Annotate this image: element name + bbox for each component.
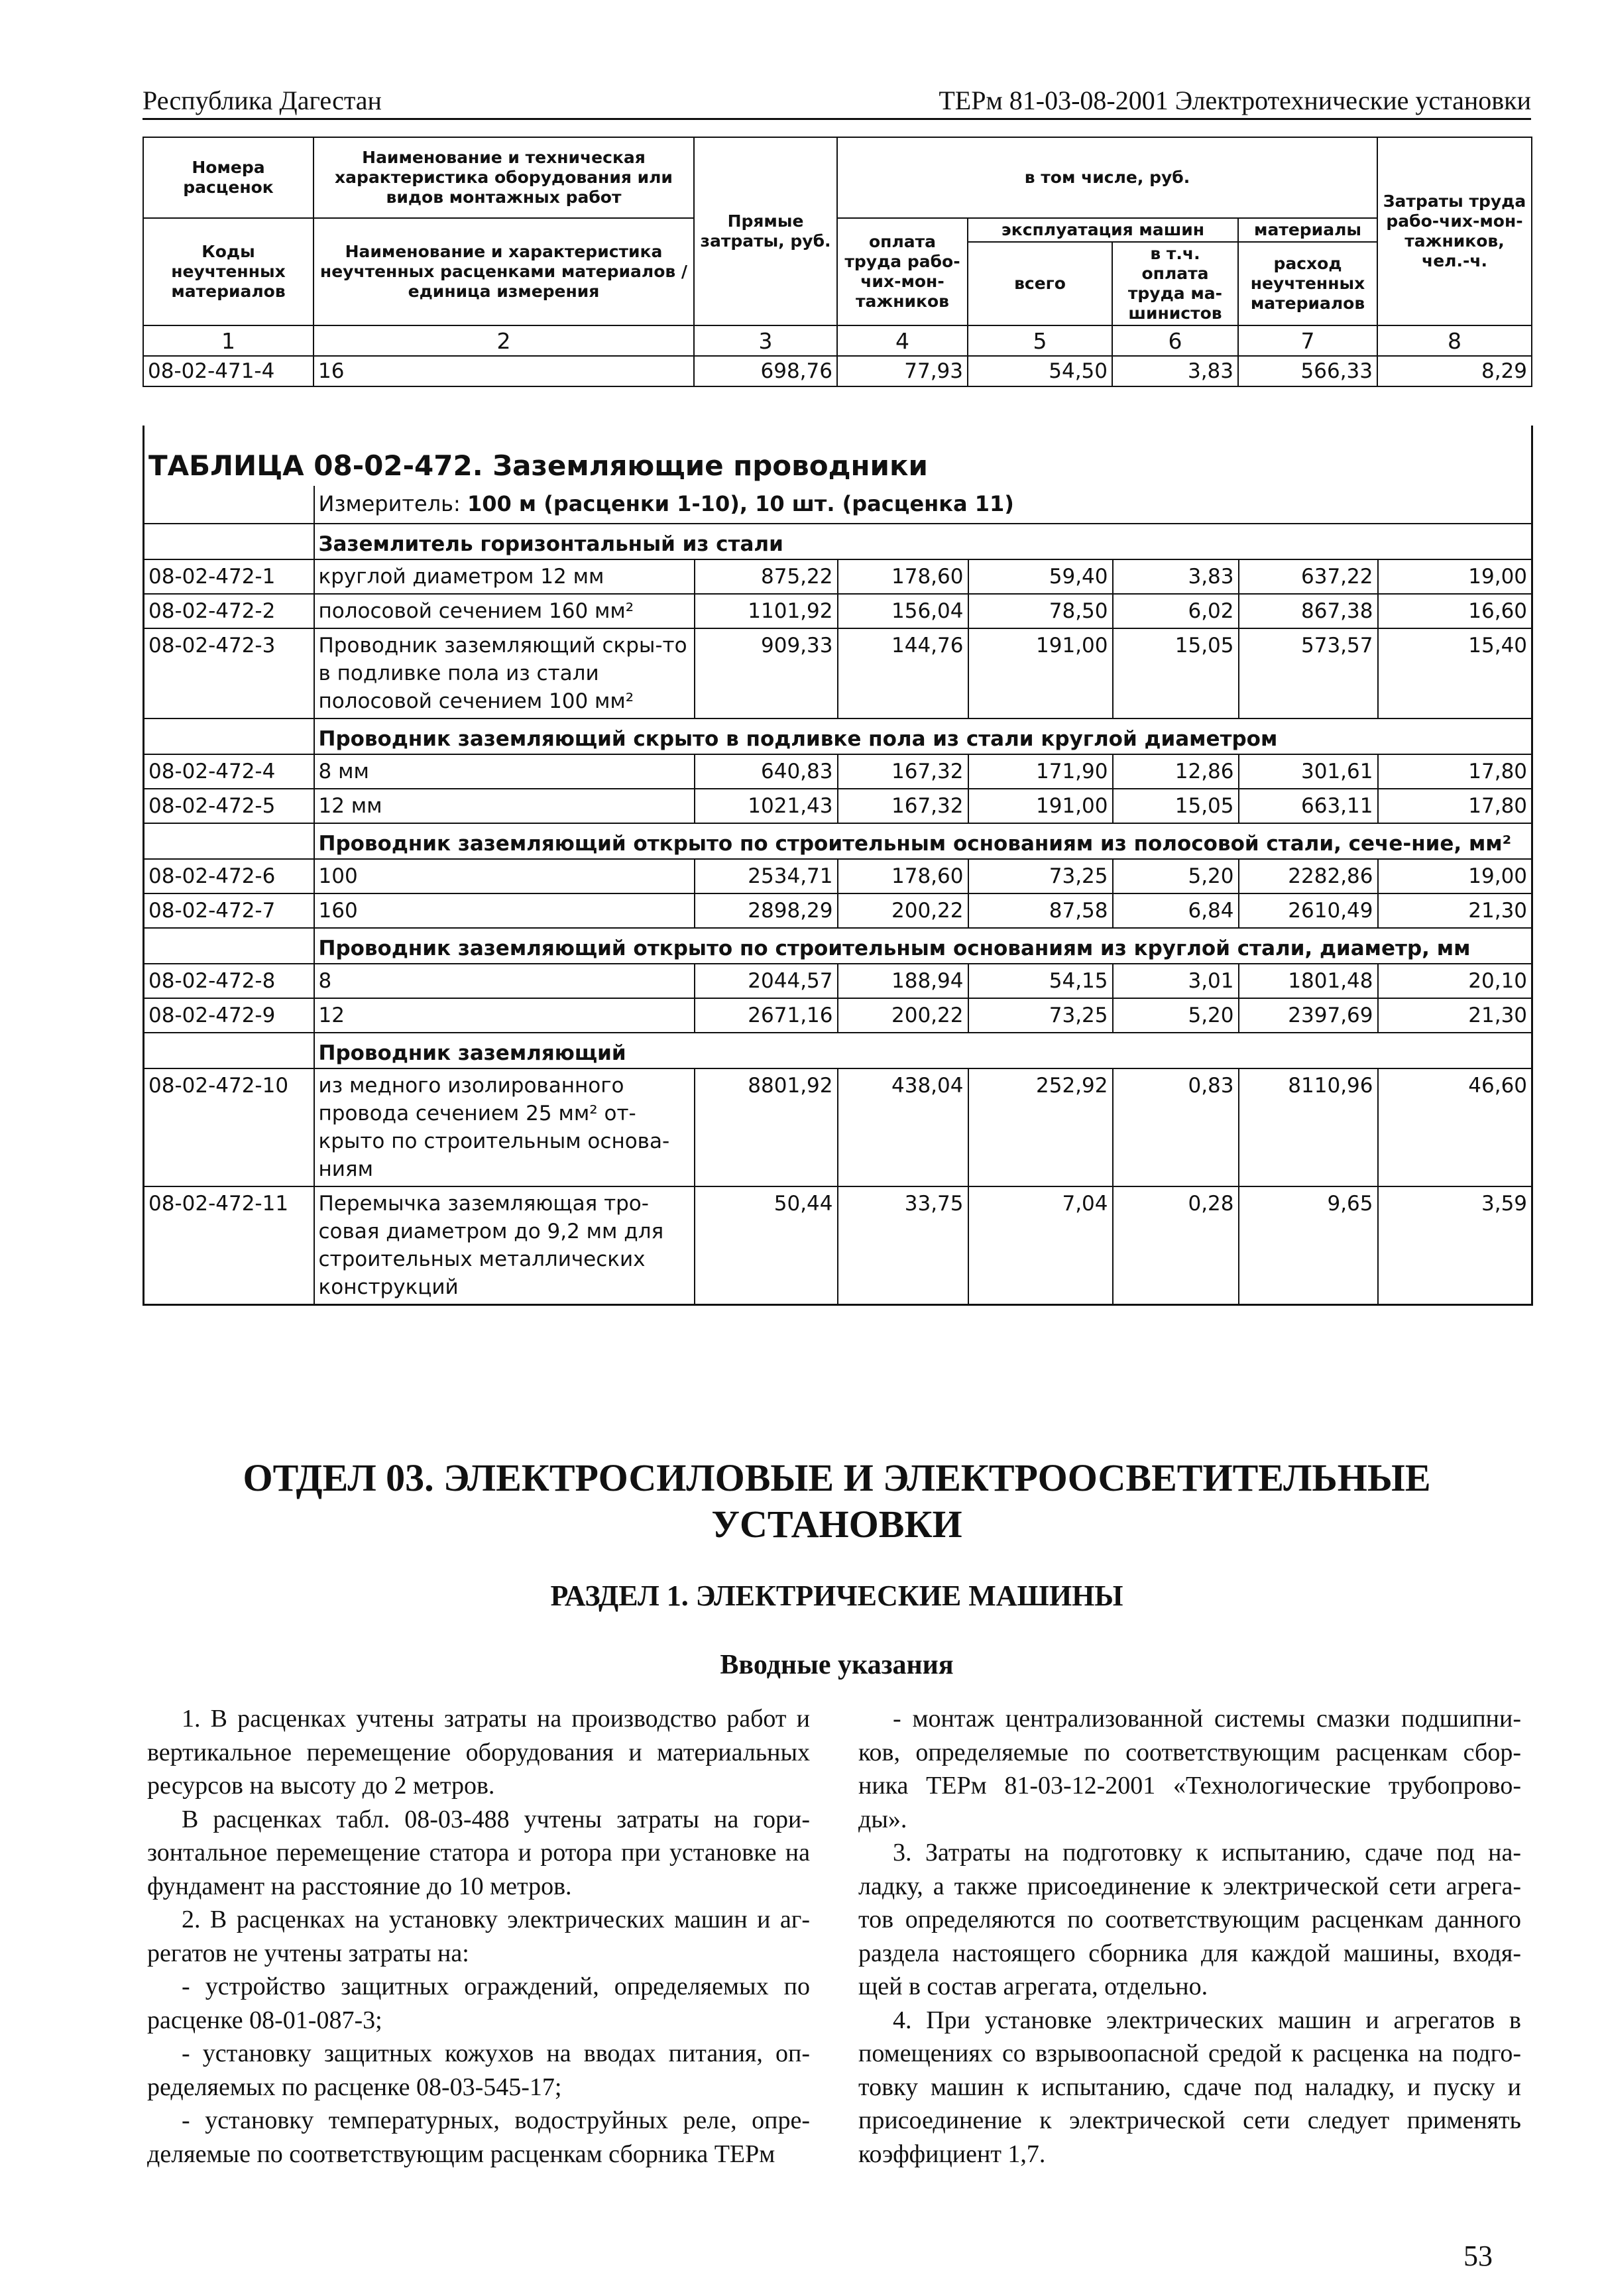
header-collection: ТЕРм 81-03-08-2001 Электротехнические установки [939, 86, 1531, 115]
row-code: 08-02-471-4 [143, 356, 314, 386]
row-desc: 8 [314, 964, 695, 998]
row-value: 3,83 [1112, 356, 1238, 386]
row-value: 3,83 [1113, 559, 1239, 594]
table-row [144, 964, 1532, 998]
table-row [144, 628, 1532, 718]
row-value: 20,10 [1378, 964, 1532, 998]
group-heading: Проводник заземляющий открыто по строительным основаниям из круглой стали, диаметр, мм [314, 928, 1532, 964]
page-number: 53 [1463, 2240, 1493, 2272]
row-value: 698,76 [694, 356, 837, 386]
table-row [144, 754, 1532, 789]
row-value: 1801,48 [1239, 964, 1378, 998]
row-value: 2044,57 [695, 964, 838, 998]
col-num: 3 [694, 325, 837, 356]
row-value: 171,90 [968, 754, 1113, 789]
row-desc: 160 [314, 893, 695, 928]
row-value: 21,30 [1378, 998, 1532, 1033]
rates-table [143, 426, 1533, 1306]
row-value: 54,15 [968, 964, 1113, 998]
col-num: 1 [143, 325, 314, 356]
row-value: 73,25 [968, 998, 1113, 1033]
row-value: 191,00 [968, 789, 1113, 823]
row-code: 08-02-472-1 [144, 559, 314, 594]
row-value: 12,86 [1113, 754, 1239, 789]
row-value: 21,30 [1378, 893, 1532, 928]
section-heading: РАЗДЕЛ 1. ЭЛЕКТРИЧЕСКИЕ МАШИНЫ [550, 1579, 1123, 1612]
col-num: 5 [968, 325, 1112, 356]
col-num: 6 [1112, 325, 1238, 356]
running-header [143, 78, 1531, 120]
col-num: 4 [837, 325, 968, 356]
row-code: 08-02-472-6 [144, 859, 314, 893]
row-desc: Перемычка заземляющая тро-совая диаметром до 9,2 мм для строительных металлических конструкций [314, 1186, 695, 1305]
row-desc: полосовой сечением 160 мм² [314, 594, 695, 628]
row-value: 19,00 [1378, 859, 1532, 893]
table-row [143, 356, 1532, 386]
text-column-right [858, 1702, 1521, 2171]
row-desc: 16 [314, 356, 694, 386]
paragraph: 2. В расценках на установку электрических машин и аг-регатов не учтены затраты на: [147, 1906, 810, 1967]
col-head-vtom: в том числе, руб. [837, 137, 1377, 218]
group-heading: Проводник заземляющий открыто по строительным основаниям из полосовой стали, сече-ние, мм² [314, 823, 1532, 859]
row-code: 08-02-472-7 [144, 893, 314, 928]
paragraph: 4. При установке электрических машин и агрегатов в помещениях со взрывоопасной средой к расценка на подго-товку машин к испытанию, сдаче под наладку, и пуску и присоединение к электрической сети следует применять коэффициент 1,7. [858, 2006, 1521, 2168]
row-code: 08-02-472-8 [144, 964, 314, 998]
table-row [144, 893, 1532, 928]
row-value: 0,28 [1113, 1186, 1239, 1305]
row-value: 438,04 [838, 1068, 968, 1186]
row-value: 867,38 [1239, 594, 1378, 628]
paragraph: - монтаж централизованной системы смазки подшипни-ков, определяемые по соответствующим расценкам сбор-ника ТЕРм 81-03-12-2001 «Технологические трубопрово-ды». [858, 1705, 1521, 1833]
col-num: 2 [314, 325, 694, 356]
meas-label: Измеритель: [318, 491, 461, 516]
row-desc: круглой диаметром 12 мм [314, 559, 695, 594]
group-heading: Проводник заземляющий скрыто в подливке пола из стали круглой диаметром [314, 718, 1532, 754]
paragraph: - устройство защитных ограждений, определяемых по расценке 08-01-087-3; [147, 1973, 810, 2034]
row-value: 17,80 [1378, 754, 1532, 789]
row-value: 15,05 [1113, 628, 1239, 718]
row-value: 2397,69 [1239, 998, 1378, 1033]
table-row [144, 998, 1532, 1033]
row-value: 144,76 [838, 628, 968, 718]
col-head-oplata: оплата труда рабо-чих-мон-тажников [837, 218, 968, 325]
row-code: 08-02-472-10 [144, 1068, 314, 1186]
row-desc: из медного изолированного провода сечением 25 мм² от-крыто по строительным основа-ниям [314, 1068, 695, 1186]
header-region: Республика Дагестан [143, 86, 382, 115]
row-value: 0,83 [1113, 1068, 1239, 1186]
paragraph: В расценках табл. 08-03-488 учтены затраты на гори-зонтальное перемещение статора и ротора при установке на фундамент на расстояние до 10 метров. [147, 1805, 810, 1900]
row-value: 188,94 [838, 964, 968, 998]
paragraph: 1. В расценках учтены затраты на производство работ и вертикальное перемещение оборудования и материальных ресурсов на высоту до 2 метров. [147, 1705, 810, 1800]
col-head-kody: Коды неучтенных материалов [143, 218, 314, 325]
row-value: 46,60 [1378, 1068, 1532, 1186]
col-head-naim2: Наименование и характеристика неучтенных расценками материалов / единица измерения [314, 218, 694, 325]
row-value: 5,20 [1113, 859, 1239, 893]
row-value: 178,60 [838, 859, 968, 893]
paragraph: - установку защитных кожухов на вводах питания, оп-ределяемых по расценке 08-03-545-17; [147, 2039, 810, 2101]
group-heading: Заземлитель горизонтальный из стали [314, 524, 1532, 559]
row-value: 200,22 [838, 998, 968, 1033]
row-value: 73,25 [968, 859, 1113, 893]
row-code: 08-02-472-4 [144, 754, 314, 789]
division-heading: ОТДЕЛ 03. ЭЛЕКТРОСИЛОВЫЕ И ЭЛЕКТРООСВЕТИТЕЛЬНЫЕ УСТАНОВКИ [243, 1456, 1431, 1546]
row-value: 87,58 [968, 893, 1113, 928]
row-value: 33,75 [838, 1186, 968, 1305]
group-heading: Проводник заземляющий [314, 1033, 1532, 1068]
row-value: 9,65 [1239, 1186, 1378, 1305]
row-value: 5,20 [1113, 998, 1239, 1033]
row-value: 59,40 [968, 559, 1113, 594]
row-value: 15,05 [1113, 789, 1239, 823]
row-value: 77,93 [837, 356, 968, 386]
row-value: 19,00 [1378, 559, 1532, 594]
row-value: 909,33 [695, 628, 838, 718]
measurement-unit [314, 486, 1532, 524]
row-value: 3,59 [1378, 1186, 1532, 1305]
row-value: 167,32 [838, 754, 968, 789]
row-value: 78,50 [968, 594, 1113, 628]
row-value: 2610,49 [1239, 893, 1378, 928]
row-value: 637,22 [1239, 559, 1378, 594]
row-code: 08-02-472-3 [144, 628, 314, 718]
row-value: 6,84 [1113, 893, 1239, 928]
row-code: 08-02-472-5 [144, 789, 314, 823]
row-value: 566,33 [1238, 356, 1377, 386]
intro-heading: Вводные указания [720, 1650, 954, 1680]
col-head-name: Наименование и техническая характеристика оборудования или видов монтажных работ [314, 137, 694, 218]
table-row [144, 1068, 1532, 1186]
column-header-table [143, 137, 1532, 387]
row-value: 8,29 [1377, 356, 1532, 386]
row-value: 6,02 [1113, 594, 1239, 628]
row-desc: 8 мм [314, 754, 695, 789]
row-value: 16,60 [1378, 594, 1532, 628]
row-value: 156,04 [838, 594, 968, 628]
col-head-mater: материалы [1238, 218, 1377, 242]
row-value: 1101,92 [695, 594, 838, 628]
row-value: 2534,71 [695, 859, 838, 893]
row-value: 2282,86 [1239, 859, 1378, 893]
col-head-rashod: расход неучтенных материалов [1238, 242, 1377, 325]
row-value: 640,83 [695, 754, 838, 789]
row-value: 875,22 [695, 559, 838, 594]
col-num: 8 [1377, 325, 1532, 356]
col-head-nomera: Номера расценок [143, 137, 314, 218]
row-value: 252,92 [968, 1068, 1113, 1186]
paragraph: 3. Затраты на подготовку к испытанию, сдаче под на-ладку, а также присоединение к электрической сети агрега-тов определяются по соответствующим расценкам данного раздела настоящего сборника для каждой машины, входя-щей в состав агрегата, отдельно. [858, 1839, 1521, 2000]
row-value: 7,04 [968, 1186, 1113, 1305]
table-title: ТАБЛИЦА 08-02-472. Заземляющие проводники [148, 449, 928, 482]
row-value: 8110,96 [1239, 1068, 1378, 1186]
row-code: 08-02-472-9 [144, 998, 314, 1033]
table-row [144, 559, 1532, 594]
row-value: 301,61 [1239, 754, 1378, 789]
col-head-vtch: в т.ч. оплата труда ма-шинистов [1112, 242, 1238, 325]
col-head-ekspl: эксплуатация машин [968, 218, 1238, 242]
col-head-vsego: всего [968, 242, 1112, 325]
row-value: 191,00 [968, 628, 1113, 718]
row-value: 8801,92 [695, 1068, 838, 1186]
col-num: 7 [1238, 325, 1377, 356]
row-value: 1021,43 [695, 789, 838, 823]
col-head-zatraty: Затраты труда рабо-чих-мон-тажников, чел.-ч. [1377, 137, 1532, 325]
row-value: 2671,16 [695, 998, 838, 1033]
row-value: 663,11 [1239, 789, 1378, 823]
text-column-left [147, 1702, 810, 2171]
row-code: 08-02-472-11 [144, 1186, 314, 1305]
table-row [144, 789, 1532, 823]
row-code: 08-02-472-2 [144, 594, 314, 628]
row-value: 167,32 [838, 789, 968, 823]
col-head-pryamye: Прямые затраты, руб. [694, 137, 837, 325]
row-desc: 12 мм [314, 789, 695, 823]
row-value: 54,50 [968, 356, 1112, 386]
row-value: 200,22 [838, 893, 968, 928]
row-value: 15,40 [1378, 628, 1532, 718]
table-row [144, 1186, 1532, 1305]
row-desc: 12 [314, 998, 695, 1033]
row-desc: Проводник заземляющий скры-то в подливке пола из стали полосовой сечением 100 мм² [314, 628, 695, 718]
table-row [144, 859, 1532, 893]
meas-value: 100 м (расценки 1-10), 10 шт. (расценка 11) [467, 491, 1014, 516]
row-desc: 100 [314, 859, 695, 893]
row-value: 573,57 [1239, 628, 1378, 718]
paragraph: - установку температурных, водоструйных реле, опре-деляемые по соответствующим расценкам сборника ТЕРм [147, 2106, 810, 2168]
row-value: 178,60 [838, 559, 968, 594]
row-value: 50,44 [695, 1186, 838, 1305]
row-value: 3,01 [1113, 964, 1239, 998]
row-value: 2898,29 [695, 893, 838, 928]
table-row [144, 594, 1532, 628]
row-value: 17,80 [1378, 789, 1532, 823]
